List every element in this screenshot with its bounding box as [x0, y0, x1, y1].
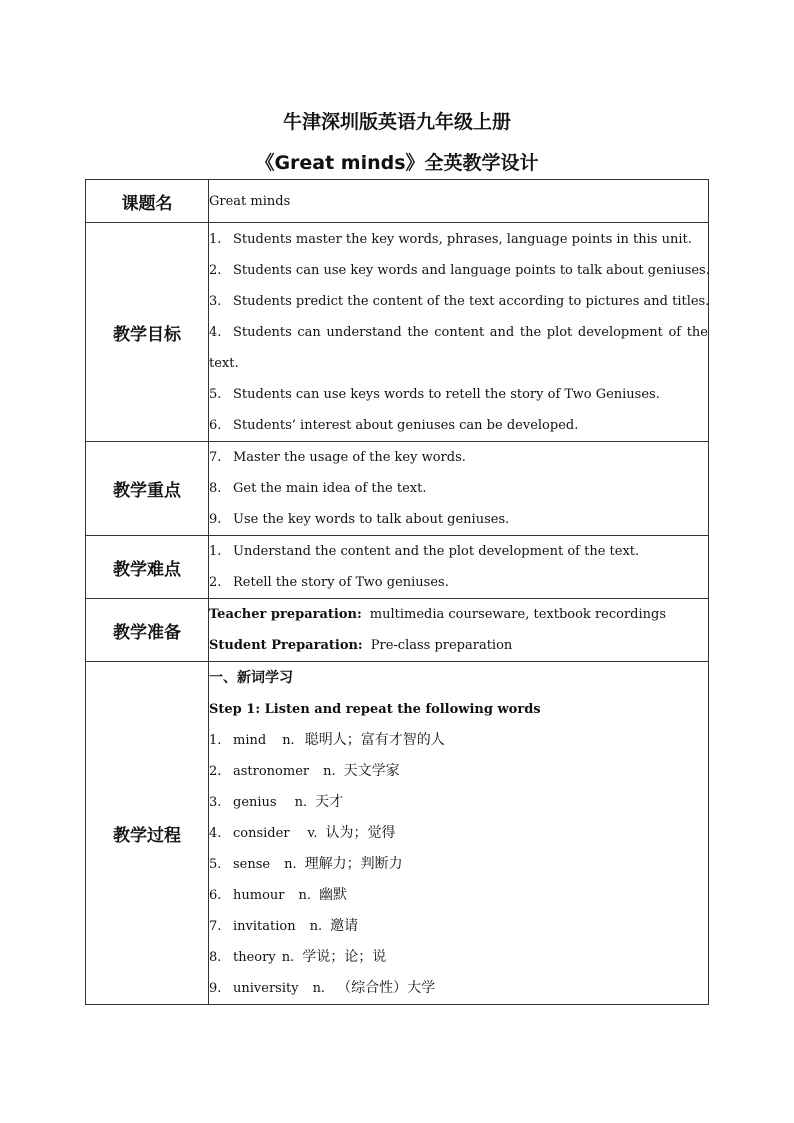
word-item: 4. consider v. 认为；觉得 [209, 824, 396, 841]
word-item: 6. humour n. 幽默 [209, 886, 348, 903]
list-item: 8. Get the main idea of the text. [209, 481, 427, 496]
list-item: 9. Use the key words to talk about geniuses. [209, 512, 510, 527]
word-item: 8. theory n. 学说；论；说 [209, 948, 387, 965]
cell-key-points [209, 442, 709, 536]
student-preparation: Student Preparation: Pre-class preparation [209, 638, 513, 653]
document-title: 牛津深圳版英语九年级上册 [282, 111, 511, 133]
cell-difficulties [209, 536, 709, 599]
row-topic [86, 180, 709, 223]
cell-preparation [209, 599, 709, 662]
cell-process [209, 662, 709, 1005]
word-item: 2. astronomer n. 天文学家 [209, 762, 400, 779]
row-preparation [86, 599, 709, 662]
list-item: 1. Understand the content and the plot development of the text. [209, 544, 640, 559]
list-item-continued: text. [209, 355, 239, 371]
word-item: 7. invitation n. 邀请 [209, 917, 359, 934]
list-item: 2. Students can use key words and language points to talk about geniuses. [209, 262, 710, 278]
row-objectives [86, 223, 709, 442]
list-item: 3. Students predict the content of the text according to pictures and titles. [209, 293, 710, 309]
cell-topic [209, 180, 709, 223]
label-process: 教学过程 [86, 662, 209, 1005]
topic-value: Great minds [209, 193, 291, 209]
teacher-preparation: Teacher preparation: multimedia courseware, textbook recordings [209, 607, 667, 622]
row-difficulties [86, 536, 709, 599]
label-preparation: 教学准备 [86, 599, 209, 662]
list-item: 6. Students’ interest about geniuses can be developed. [209, 417, 579, 433]
word-item: 3. genius n. 天才 [209, 793, 344, 810]
list-item: 2. Retell the story of Two geniuses. [209, 575, 449, 590]
section-heading: 一、新词学习 [209, 669, 293, 686]
list-item: 1. Students master the key words, phrases, language points in this unit. [209, 231, 692, 247]
label-difficulties: 教学难点 [86, 536, 209, 599]
row-key-points [86, 442, 709, 536]
document-subtitle: 《Great minds》全英教学设计 [255, 152, 539, 174]
cell-objectives [209, 223, 709, 442]
word-item: 9. university n. （综合性）大学 [209, 979, 436, 996]
label-topic: 课题名 [86, 180, 209, 223]
label-key-points: 教学重点 [86, 442, 209, 536]
step-heading: Step 1: Listen and repeat the following words [209, 701, 541, 717]
list-item: 4. Students can understand the content and the plot development of the [209, 324, 708, 340]
row-process [86, 662, 709, 1005]
word-item: 1. mind n. 聪明人；富有才智的人 [209, 731, 445, 748]
label-objectives: 教学目标 [86, 223, 209, 442]
list-item: 7. Master the usage of the key words. [209, 450, 466, 465]
word-item: 5. sense n. 理解力；判断力 [209, 855, 403, 872]
lesson-plan-table [85, 179, 709, 1005]
list-item: 5. Students can use keys words to retell the story of Two Geniuses. [209, 386, 660, 402]
